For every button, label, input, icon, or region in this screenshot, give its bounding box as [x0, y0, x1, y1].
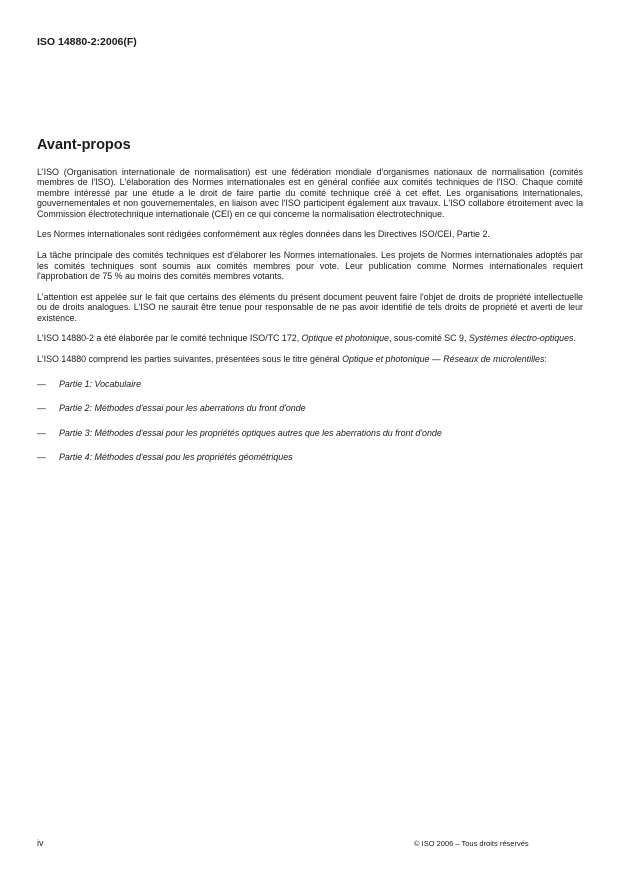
paragraph-parts-intro	[37, 354, 583, 364]
dash-bullet: —	[37, 403, 46, 414]
paragraph-main-task: La tâche principale des comités techniques est d'élaborer les Normes internationales. Les projets de Normes internationales adoptés par les comités techniques sont soumis aux comités membres pour vote. Leur publication comme Normes internationales requiert l'approbation de 75 % au moins des comités membres votants.	[37, 250, 583, 282]
copyright-notice: © ISO 2006 – Tous droits réservés	[414, 839, 529, 848]
subcommittee-name: Systèmes électro-optiques	[468, 333, 574, 344]
dash-bullet: —	[37, 452, 46, 463]
paragraph-committee	[37, 333, 583, 343]
dash-bullet: —	[37, 427, 46, 438]
parts-intro-colon: :	[544, 354, 547, 365]
part-label: Partie 2: Méthodes d'essai pour les aberrations du front d'onde	[59, 403, 306, 414]
paragraph-directives: Les Normes internationales sont rédigées conformément aux règles données dans les Directives ISO/CEI, Partie 2.	[37, 229, 490, 240]
part-label: Partie 4: Méthodes d'essai pou les propriétés géométriques	[59, 452, 293, 463]
list-item	[37, 452, 583, 462]
section-title: Avant-propos	[37, 137, 131, 153]
paragraph-patent-notice: L'attention est appelée sur le fait que certains des éléments du présent document peuvent faire l'objet de droits de propriété intellectuelle ou de droits analogues. L'ISO ne saurait être tenue pour responsable de ne pas avoir identifié de tels droits de propriété et averti de leur existence.	[37, 291, 583, 323]
list-item	[37, 428, 583, 438]
dash-bullet: —	[37, 378, 46, 389]
list-item	[37, 403, 583, 413]
part-label: Partie 3: Méthodes d'essai pour les propriétés optiques autres que les aberrations du front d'onde	[59, 427, 442, 438]
list-item	[37, 379, 583, 389]
page-number: iv	[37, 838, 44, 848]
parts-list	[37, 379, 583, 463]
committee-text-c: , sous-comité SC 9,	[389, 333, 469, 344]
part-label: Partie 1: Vocabulaire	[59, 378, 142, 389]
committee-text-a: L'ISO 14880-2 a été élaborée par le comité technique ISO/TC 172,	[37, 333, 302, 344]
foreword-body	[37, 167, 583, 477]
general-title: Optique et photonique — Réseaux de microlentilles	[342, 354, 545, 365]
paragraph-iso-intro: L'ISO (Organisation internationale de normalisation) est une fédération mondiale d'organismes nationaux de normalisation (comités membres de l'ISO). L'élaboration des Normes internationales est en général confiée aux comités techniques de l'ISO. Chaque comité membre intéressé par une étude a le droit de faire partie du comité technique créé à cet effet. Les organisations internationales, gouvernementales et non gouvernementales, en liaison avec l'ISO participent également aux travaux. L'ISO collabore étroitement avec la Commission électrotechnique internationale (CEI) en ce qui concerne la normalisation électrotechnique.	[37, 167, 583, 219]
document-id-header: ISO 14880-2:2006(F)	[37, 36, 137, 48]
committee-text-e: .	[573, 333, 576, 344]
parts-intro-text: L'ISO 14880 comprend les parties suivantes, présentées sous le titre général	[37, 354, 343, 365]
committee-name: Optique et photonique	[301, 333, 389, 344]
